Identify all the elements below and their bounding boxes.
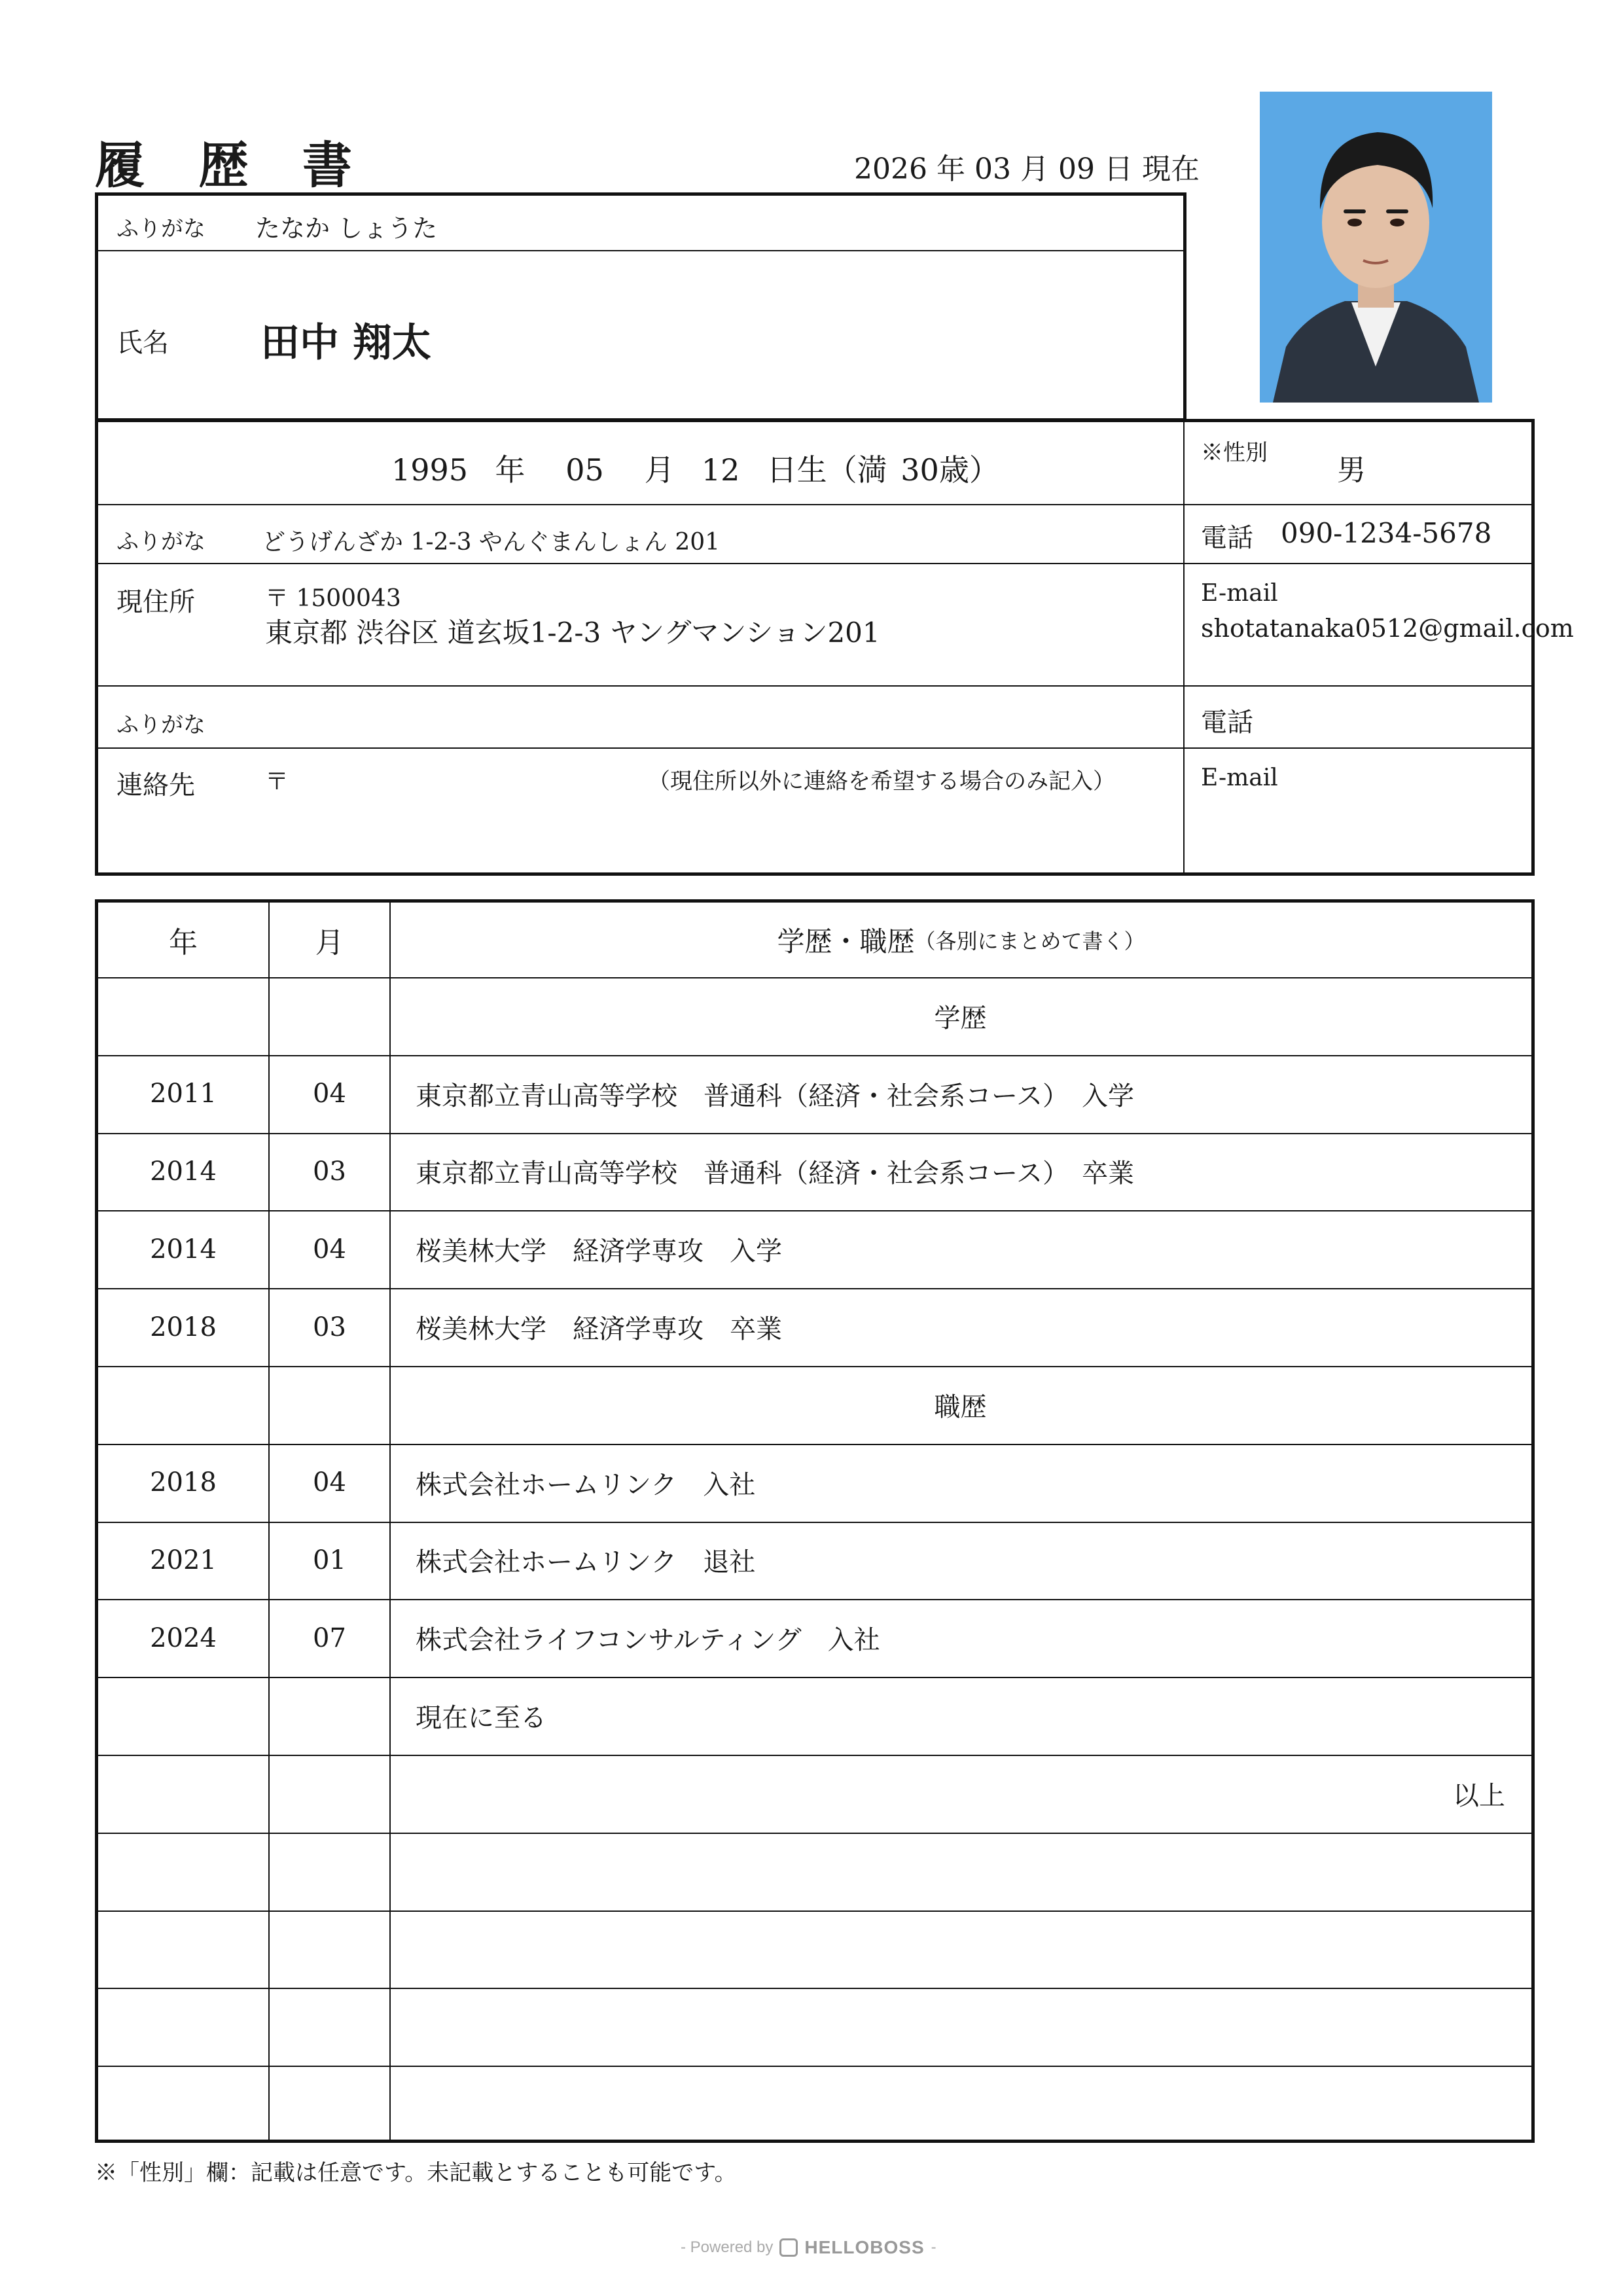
history-entry: 以上	[1453, 1780, 1505, 1811]
history-year	[98, 1910, 268, 1988]
history-year: 2014	[150, 1234, 217, 1265]
email-label: E-mail	[1201, 580, 1278, 607]
history-month: 04	[313, 1079, 346, 1109]
divider	[98, 250, 1183, 251]
history-year	[98, 977, 268, 1055]
history-entry: 東京都立青山高等学校 普通科（経済・社会系コース） 入学	[416, 1081, 1134, 1111]
history-year: 2014	[150, 1156, 217, 1187]
gender-label: ※性別	[1201, 440, 1268, 466]
history-year	[98, 2066, 268, 2144]
history-year	[98, 1988, 268, 2066]
history-year	[98, 1366, 268, 1444]
document-date: 2026 年 03 月 09 日 現在	[854, 152, 1200, 186]
name-label: 氏名	[116, 328, 169, 358]
history-month	[270, 1988, 389, 2066]
divider	[98, 685, 1531, 687]
history-month: 03	[313, 1312, 346, 1342]
history-entry: 株式会社ホームリンク 入社	[416, 1469, 756, 1500]
history-entry: 学歴	[934, 1003, 987, 1033]
furigana-label: ふりがな	[116, 529, 205, 555]
history-month	[270, 2066, 389, 2144]
history-month: 04	[313, 1234, 346, 1265]
address-postal: 〒 1500043	[265, 585, 401, 612]
history-month: 03	[313, 1156, 346, 1187]
furigana-label: ふりがな	[116, 216, 205, 242]
contact-note: （現住所以外に連絡を希望する場合のみ記入）	[648, 768, 1115, 795]
history-year	[98, 1755, 268, 1833]
history-month: 01	[313, 1545, 346, 1575]
address-label: 現住所	[116, 587, 195, 617]
history-month	[270, 977, 389, 1055]
divider	[98, 504, 1531, 505]
divider	[98, 747, 1531, 749]
column-header-history: 学歴・職歴 （各別にまとめて書く）	[777, 925, 1145, 958]
history-entry: 職歴	[934, 1391, 987, 1422]
history-year: 2024	[150, 1623, 217, 1653]
history-year	[98, 1677, 268, 1755]
gender-footnote: ※「性別」欄：記載は任意です。未記載とすることも可能です。	[95, 2160, 737, 2186]
name-furigana: たなか しょうた	[255, 214, 438, 243]
contact-label: 連絡先	[116, 770, 195, 800]
history-entry: 桜美林大学 経済学専攻 入学	[416, 1236, 782, 1267]
history-entry: 東京都立青山高等学校 普通科（経済・社会系コース） 卒業	[416, 1158, 1134, 1189]
history-month	[270, 1366, 389, 1444]
id-photo-icon	[1260, 92, 1492, 403]
history-year: 2021	[150, 1545, 217, 1575]
history-month: 07	[313, 1623, 346, 1653]
history-entry	[416, 1988, 1505, 2066]
address-furigana: どうげんざか 1-2-3 やんぐまんしょん 201	[262, 529, 721, 556]
divider	[1183, 422, 1185, 872]
history-entry	[416, 2066, 1505, 2144]
phone-value: 090-1234-5678	[1281, 517, 1492, 549]
history-year: 2018	[150, 1467, 217, 1498]
history-year	[98, 1833, 268, 1910]
history-month	[270, 1755, 389, 1833]
history-entry: 株式会社ライフコンサルティング 入社	[416, 1625, 880, 1656]
contact-postal: 〒	[265, 768, 289, 795]
column-header-month: 月	[315, 926, 344, 960]
contact-email-label: E-mail	[1201, 764, 1278, 791]
contact-phone-label: 電話	[1201, 708, 1253, 738]
history-entry	[416, 1833, 1505, 1910]
history-month	[270, 1833, 389, 1910]
phone-label: 電話	[1201, 523, 1253, 553]
history-entry: 桜美林大学 経済学専攻 卒業	[416, 1314, 782, 1345]
gender-value: 男	[1337, 454, 1366, 487]
birth-date: 1995 年 05 月 12 日生（満 30歳）	[391, 452, 999, 488]
powered-by-footer: - Powered by HELLOBOSS -	[681, 2237, 936, 2257]
history-year: 2011	[150, 1079, 217, 1109]
address-value: 東京都 渋谷区 道玄坂1-2-3 ヤングマンション201	[265, 617, 880, 649]
history-month	[270, 1910, 389, 1988]
history-month: 04	[313, 1467, 346, 1498]
email-value: shotatanaka0512@gmail.com	[1201, 614, 1574, 643]
divider	[98, 563, 1531, 564]
column-header-year: 年	[169, 926, 198, 960]
history-entry: 株式会社ホームリンク 退社	[416, 1547, 756, 1578]
history-entry	[416, 1910, 1505, 1988]
document-title: 履 歴 書	[95, 136, 370, 194]
history-entry: 現在に至る	[416, 1703, 546, 1734]
helloboss-logo-icon	[779, 2238, 798, 2257]
history-year: 2018	[150, 1312, 217, 1342]
furigana-label: ふりがな	[116, 712, 205, 738]
history-month	[270, 1677, 389, 1755]
full-name: 田中 翔太	[260, 320, 431, 366]
